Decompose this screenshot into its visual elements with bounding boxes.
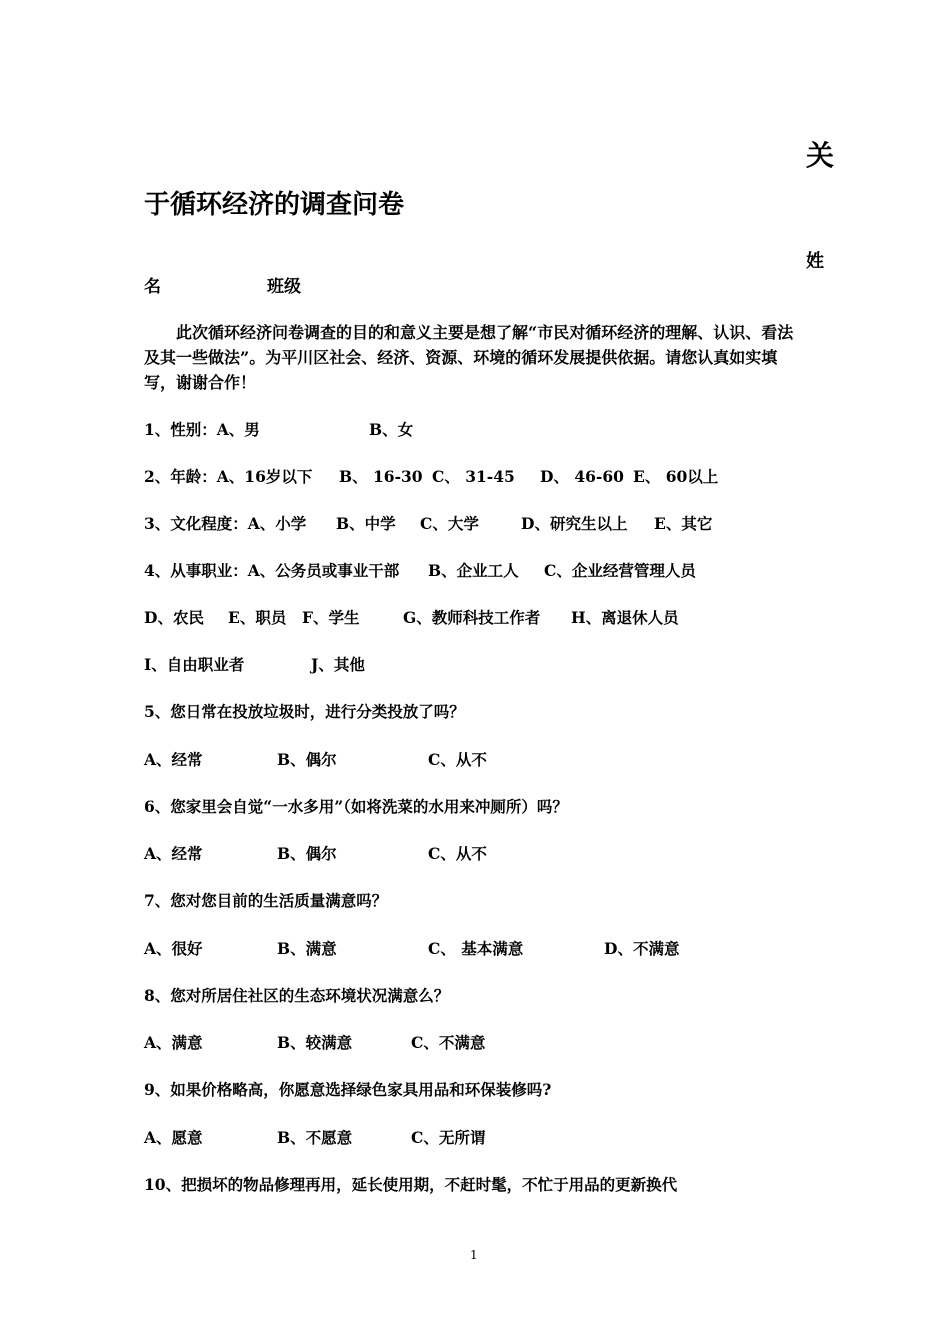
answer-option: D、不满意 (604, 939, 680, 958)
answer-option: C、 31-45 (432, 467, 515, 486)
answer-option: C、不满意 (411, 1033, 486, 1052)
answer-option: B、 16-30 (339, 467, 423, 486)
question-row (144, 465, 719, 489)
answer-option: B、满意 (277, 939, 337, 958)
intro-paragraph: 此次循环经济问卷调查的目的和意义主要是想了解“市民对循环经济的理解、认识、看法及其一些做法”。为平川区社会、经济、资源、环境的循环发展提供依据。请您认真如实填写，谢谢合作！ (144, 323, 794, 392)
question-row (144, 1031, 486, 1055)
question-text: I、自由职业者 (144, 655, 245, 674)
document-title: 于循环经济的调查问卷 (144, 190, 405, 220)
answer-option: B、不愿意 (277, 1128, 353, 1147)
answer-option: E、其它 (654, 514, 713, 533)
answer-option: B、偶尔 (277, 750, 337, 769)
name-class-line (144, 272, 301, 297)
question-text: 4、从事职业：A、公务员或事业干部 (144, 561, 400, 580)
page-number: 1 (470, 1248, 478, 1262)
question-text: 7、您对您目前的生活质量满意吗？ (144, 891, 388, 910)
question-text: A、很好 (144, 939, 203, 958)
answer-option: H、离退休人员 (571, 608, 679, 627)
answer-option: B、企业工人 (428, 561, 519, 580)
answer-option: B、偶尔 (277, 844, 337, 863)
answer-option: D、 46-60 (540, 467, 624, 486)
question-text: A、经常 (144, 844, 203, 863)
question-text: A、满意 (144, 1033, 203, 1052)
question-row (144, 795, 568, 819)
question-row (144, 512, 713, 536)
question-row (144, 937, 680, 961)
question-row (144, 700, 465, 724)
question-text: 1、性别：A、男 (144, 420, 260, 439)
answer-option: C、企业经营管理人员 (544, 561, 696, 580)
question-row (144, 653, 365, 677)
question-text: A、愿意 (144, 1128, 203, 1147)
question-text: 10、把损坏的物品修理再用，延长使用期，不赶时髦，不忙于用品的更新换代 (144, 1175, 678, 1194)
answer-option: C、从不 (428, 844, 487, 863)
answer-option: F、学生 (302, 608, 360, 627)
question-row (144, 1173, 677, 1197)
title-tail-char: 关 (806, 139, 835, 172)
answer-option: B、较满意 (277, 1033, 353, 1052)
name-label-tail-char: 姓 (806, 251, 824, 272)
question-row (144, 1126, 486, 1150)
question-row (144, 889, 387, 913)
answer-option: J、其他 (311, 655, 365, 674)
question-text: 3、文化程度：A、小学 (144, 514, 307, 533)
question-text: 6、您家里会自觉“一水多用”（如将洗菜的水用来冲厕所）吗？ (144, 797, 568, 816)
question-row (144, 418, 414, 442)
answer-option: B、中学 (336, 514, 396, 533)
answer-option: C、无所谓 (411, 1128, 486, 1147)
question-row (144, 606, 679, 630)
question-text: 5、您日常在投放垃圾时，进行分类投放了吗？ (144, 702, 465, 721)
answer-option: C、大学 (420, 514, 479, 533)
question-text: 9、如果价格略高，你愿意选择绿色家具用品和环保装修吗? (144, 1080, 552, 1099)
answer-option: D、研究生以上 (521, 514, 628, 533)
answer-option: G、教师科技工作者 (403, 608, 541, 627)
question-row (144, 1078, 551, 1102)
name-label: 名 (144, 277, 161, 297)
question-text: A、经常 (144, 750, 203, 769)
question-row (144, 984, 449, 1008)
answer-option: E、职员 (228, 608, 287, 627)
answer-option: C、从不 (428, 750, 487, 769)
answer-option: C、 基本满意 (428, 939, 524, 958)
answer-option: B、女 (369, 420, 414, 439)
question-row (144, 748, 487, 772)
class-label: 班级 (267, 277, 301, 297)
question-text: D、农民 (144, 608, 204, 627)
question-row (144, 842, 487, 866)
question-text: 2、年龄：A、16岁以下 (144, 467, 313, 486)
question-text: 8、您对所居住社区的生态环境状况满意么？ (144, 986, 450, 1005)
question-row (144, 559, 696, 583)
answer-option: E、 60以上 (633, 467, 719, 486)
